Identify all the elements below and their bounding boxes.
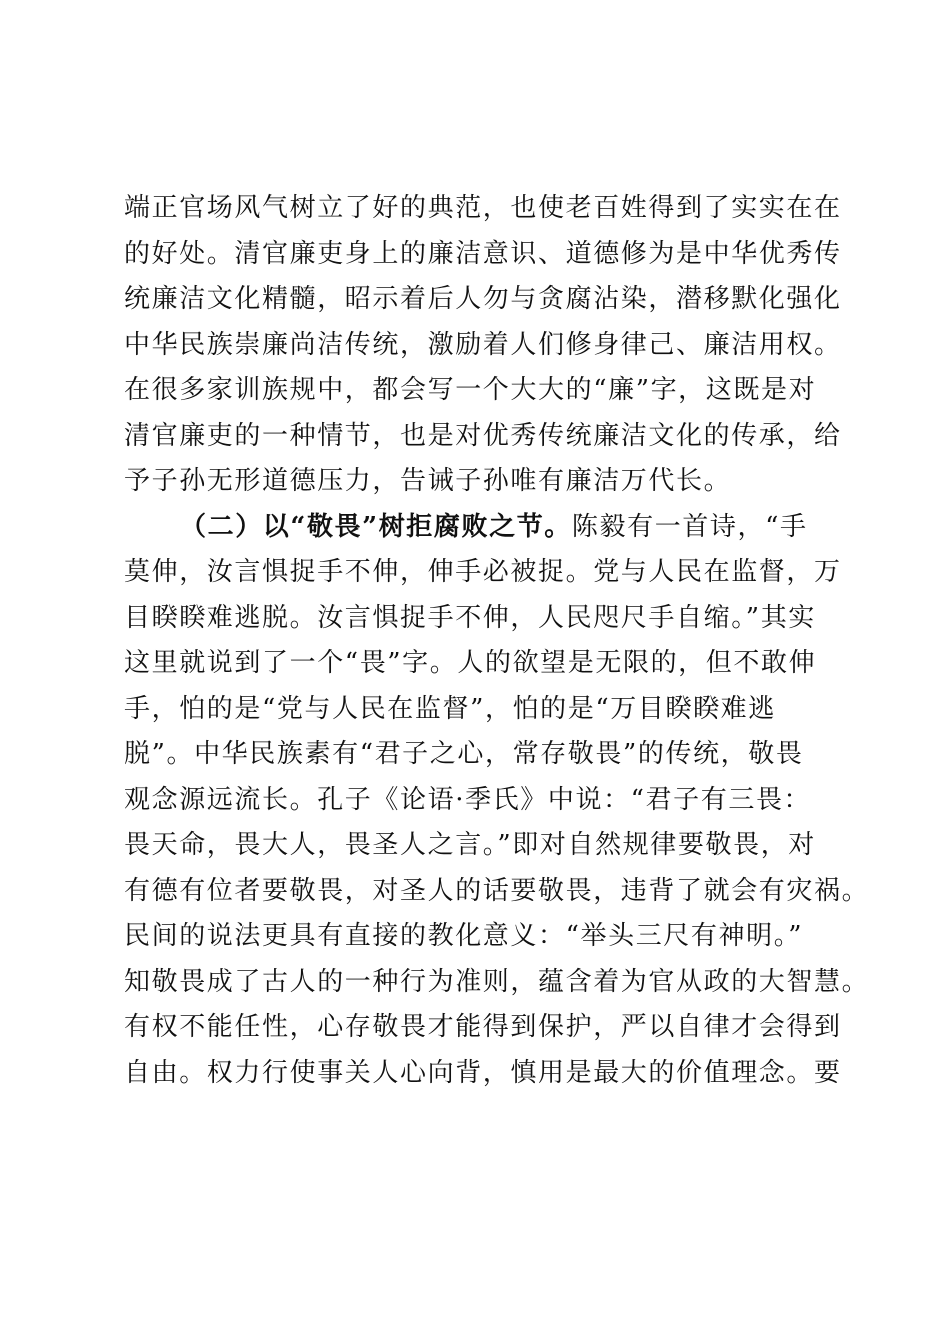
text-line: 知敬畏成了古人的一种行为准则，蕴含着为官从政的大智慧。: [124, 966, 870, 997]
section-heading-continuation: 陈毅有一首诗，“手: [571, 511, 808, 542]
text-line: 莫伸，汝言惧捉手不伸，伸手必被捉。党与人民在监督，万: [124, 557, 842, 587]
text-line: 脱”。中华民族素有“君子之心，常存敬畏”的传统，敬畏: [124, 739, 804, 769]
section-heading: （二）以“敬畏”树拒腐败之节。: [180, 511, 572, 542]
text-line: 这里就说到了一个“畏”字。人的欲望是无限的，但不敢伸: [124, 648, 817, 678]
text-line: 观念源远流长。孔子《论语·季氏》中说：“君子有三畏：: [124, 784, 812, 815]
text-line: 中华民族崇廉尚洁传统，激励着人们修身律己、廉洁用权。: [124, 329, 842, 360]
body-text: [124, 186, 870, 1096]
text-line: 端正官场风气树立了好的典范，也使老百姓得到了实实在在: [124, 193, 842, 223]
text-line: 清官廉吏的一种情节，也是对优秀传统廉洁文化的传承，给: [124, 420, 842, 451]
text-line: 民间的说法更具有直接的教化意义：“举头三尺有神明。”: [124, 921, 804, 951]
text-line: 手，怕的是“党与人民在监督”，怕的是“万目睽睽难逃: [124, 693, 776, 724]
text-line: 予子孙无形道德压力，告诫子孙唯有廉洁万代长。: [124, 466, 732, 496]
section-heading-line: [124, 505, 844, 551]
text-line: 畏天命，畏大人，畏圣人之言。”即对自然规律要敬畏，对: [124, 830, 816, 860]
text-line: 自由。权力行使事关人心向背，慎用是最大的价值理念。要: [124, 1057, 842, 1088]
text-line: 的好处。清官廉吏身上的廉洁意识、道德修为是中华优秀传: [124, 238, 842, 269]
text-line: 有德有位者要敬畏，对圣人的话要敬畏，违背了就会有灾祸。: [124, 875, 870, 906]
text-line: 在很多家训族规中，都会写一个大大的“廉”字，这既是对: [124, 375, 817, 405]
text-line: 目睽睽难逃脱。汝言惧捉手不伸，人民咫尺手自缩。”其实: [124, 602, 816, 633]
text-line: 统廉洁文化精髓，昭示着后人勿与贪腐沾染，潜移默化强化: [124, 284, 842, 314]
text-line: 有权不能任性，心存敬畏才能得到保护，严以自律才会得到: [124, 1012, 842, 1042]
